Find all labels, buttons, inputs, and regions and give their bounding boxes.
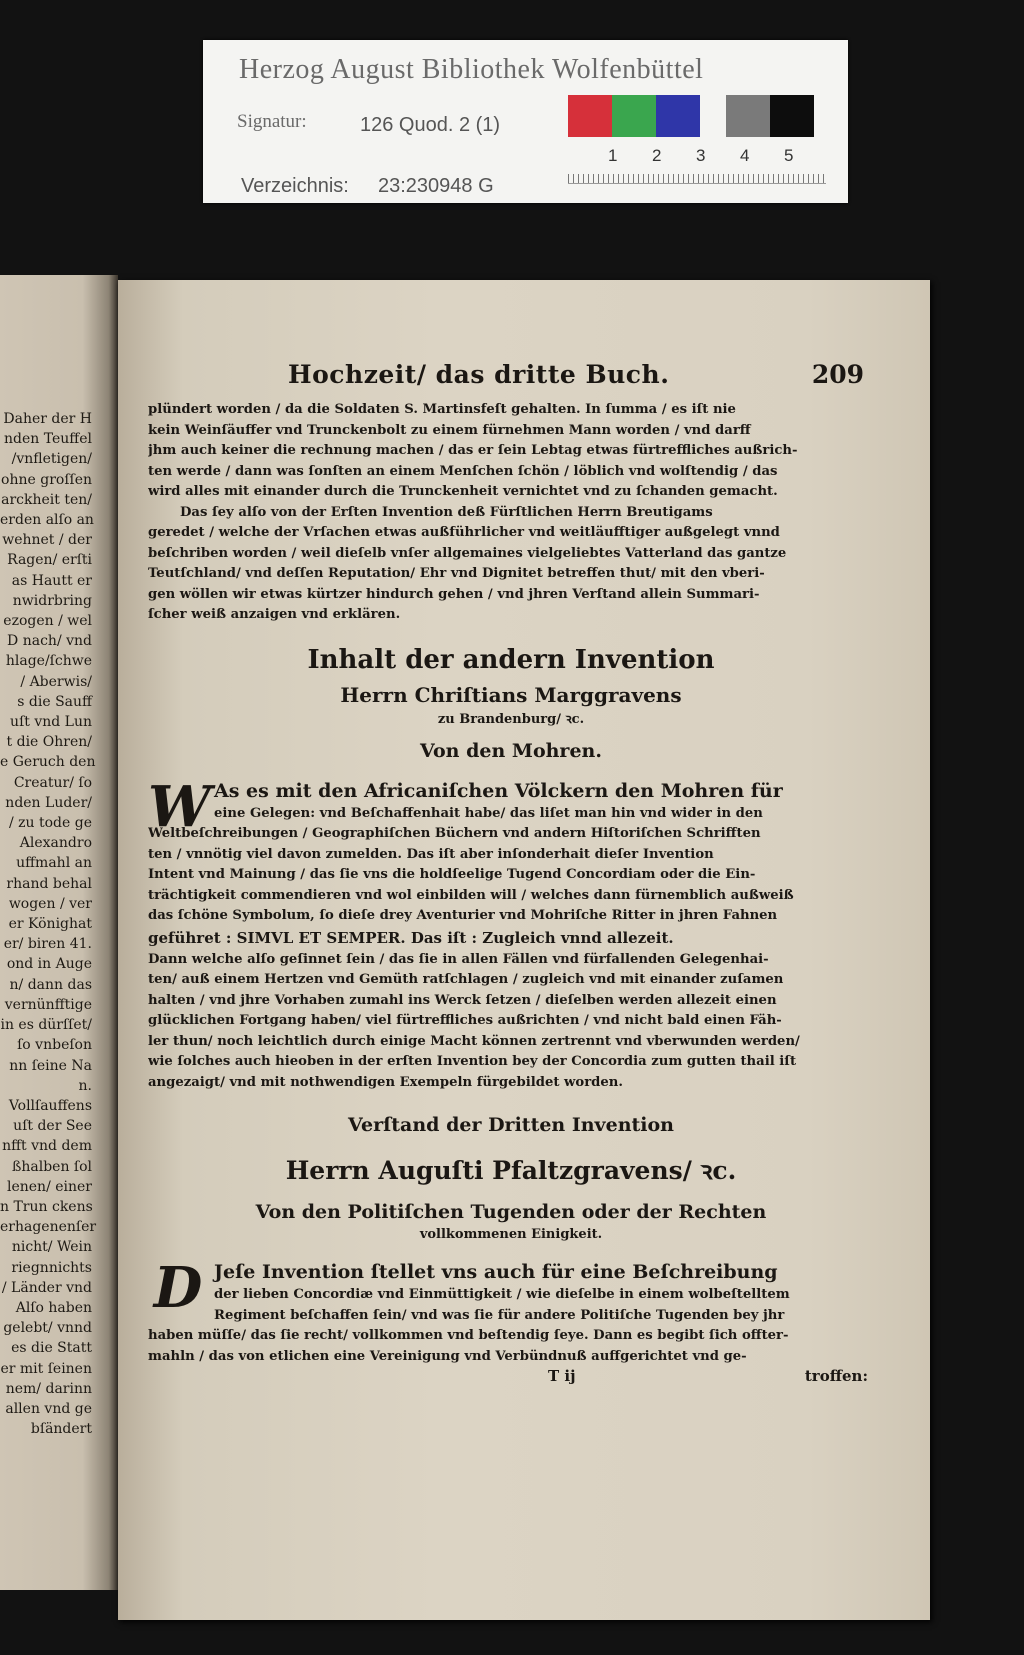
left-page-text xyxy=(0,409,118,1439)
text-line: ten werde / dann was ſonſten an einem Menſchen ſchön / löblich vnd wolſtendig / das xyxy=(148,463,778,479)
left-page-line: e Geruch den xyxy=(0,754,96,771)
left-page-line: arckheit ten/ xyxy=(1,491,92,508)
left-page-line: uffmahl an xyxy=(16,855,92,872)
text-line: haben müſſe/ das ſie recht/ vollkommen vnd beſtendig ſeye. Dann es begibt ſich offter- xyxy=(148,1328,789,1343)
left-page-line: Vollſauffens xyxy=(8,1097,92,1114)
left-page-line: Daher der H xyxy=(3,411,92,427)
text-line: ſcher weiß anzaigen vnd erklären. xyxy=(148,607,401,622)
left-page-line: erden alſo an xyxy=(0,512,94,529)
left-page-line: bſändert xyxy=(30,1421,92,1438)
text-line: plündert worden / da die Soldaten S. Martinsfeſt gehalten. In ſumma / es iſt nie xyxy=(148,402,736,417)
text-line: gen wöllen wir etwas kürtzer hindurch gehen / vnd jhren Verſtand allein Summari- xyxy=(148,586,760,602)
text-line: ten / vnnötig viel davon zumelden. Das iſt aber inſonderhait dieſer Invention xyxy=(148,846,714,862)
text-line: halten / vnd jhre Vorhaben zumahl ins Werck ſetzen / dieſelben werden allezeit einen xyxy=(148,992,777,1008)
section-topic-2-cont: vollkommenen Einigkeit. xyxy=(419,1227,603,1242)
paragraph-3 xyxy=(148,773,874,1094)
left-page-line: D nach/ vnd xyxy=(7,633,92,650)
first-line: Jeſe Invention ſtellet vns auch für eine Beſchreibung xyxy=(214,1261,778,1283)
swatch-green xyxy=(612,95,656,137)
left-page-line: Creatur/ ſo xyxy=(13,774,92,791)
left-page-line: nfft vnd dem xyxy=(2,1138,92,1155)
left-facing-page xyxy=(0,275,118,1590)
left-page-line: Alexandro xyxy=(19,835,92,852)
library-label xyxy=(203,40,848,203)
page-footer xyxy=(148,1367,874,1389)
left-page-line: nwidrbring xyxy=(12,592,92,609)
text-line: das ſchöne Symbolum, ſo dieſe drey Aventurier vnd Mohriſche Ritter in jhren Fahnen xyxy=(148,908,778,923)
paragraph-2 xyxy=(148,503,874,626)
left-page-line: / Aberwis/ xyxy=(20,673,92,690)
text-line: Weltbeſchreibungen / Geographiſchen Büchern vnd andern Hiſtoriſchen Schrifften xyxy=(148,826,761,841)
signatur-label: Signatur: xyxy=(237,111,307,132)
left-page-line: ßhalben ſol xyxy=(12,1158,92,1175)
left-page-line: Ragen/ erſti xyxy=(7,552,92,569)
color-calibration-swatches xyxy=(568,95,814,137)
text-line: Intent vnd Mainung / das ſie vns die holdſeelige Tugend Concordiam oder die Ein- xyxy=(148,867,756,882)
running-head-title: Hochzeit/ das dritte Buch. xyxy=(288,360,670,389)
text-line: geredet / welche der Vrſachen etwas außführlicher vnd weitläufftiger außgelegt vnnd xyxy=(148,525,780,540)
left-page-line: rhand behal xyxy=(6,875,92,892)
ruler-number: 2 xyxy=(652,146,662,165)
left-page-line: nden Teuffel xyxy=(4,431,92,448)
text-line: trächtigkeit commendieren vnd wol einbilden will / welches dann fürnemblich außweiß xyxy=(148,887,794,903)
ruler-number: 1 xyxy=(608,146,618,165)
signatur-value: 126 Quod. 2 (1) xyxy=(360,114,501,136)
left-page-line: er mit ſeinen xyxy=(0,1360,92,1377)
left-page-line: uſt der See xyxy=(13,1118,92,1135)
left-page-line: / zu tode ge xyxy=(8,815,92,832)
left-page-line: riegnnichts xyxy=(11,1259,92,1276)
verzeichnis-label: Verzeichnis: xyxy=(241,175,349,197)
left-page-line: ezogen / wel xyxy=(3,613,92,630)
drop-cap: W xyxy=(148,773,211,840)
text-line: ten/ auß einem Hertzen vnd Gemüth ratſchlagen / zugleich vnd mit einander zuſamen xyxy=(148,972,784,987)
ruler-number: 4 xyxy=(740,146,750,165)
left-page-line: wehnet / der xyxy=(2,532,92,549)
section-heading-2: Verſtand der Dritten Invention xyxy=(348,1114,674,1136)
library-name: Herzog August Bibliothek Wolfenbüttel xyxy=(239,54,704,85)
text-line: angezaigt/ vnd mit nothwendigen Exempeln fürgebildet worden. xyxy=(148,1074,623,1090)
section-subsubheading: zu Brandenburg/ ꝛc. xyxy=(437,711,585,727)
left-page-line: uſt vnd Lun xyxy=(10,714,92,731)
ruler-number: 3 xyxy=(696,146,706,165)
text-line: ler thun/ noch leichtlich durch einige Macht können zertrennt vnd vberwunden werden/ xyxy=(148,1033,800,1049)
section-subheading-2: Herrn Auguſti Pfaltzgravens/ ꝛc. xyxy=(285,1156,737,1185)
left-page-line: ond in Auge xyxy=(6,956,92,973)
text-line: kein Weinſäuffer vnd Trunckenbolt zu einem fürnehmen Mann worden / vnd darff xyxy=(148,422,751,438)
left-page-line: / Länder vnd xyxy=(1,1279,92,1296)
swatch-blue xyxy=(656,95,700,137)
first-line: As es mit den Africaniſchen Völckern den Mohren für xyxy=(214,779,783,802)
left-page-line: nden Luder/ xyxy=(5,794,92,811)
ruler-number: 5 xyxy=(784,146,794,165)
left-page-line: er/ biren 41. xyxy=(3,936,92,953)
text-line: geführet : SIMVL ET SEMPER. Das iſt : Zugleich vnnd allezeit. xyxy=(148,928,674,947)
left-page-line: nicht/ Wein xyxy=(11,1239,92,1256)
text-line: jhm auch keiner die rechnung machen / das er ſein Lebtag etwas fürtreffliches außrich- xyxy=(148,443,798,458)
verzeichnis-value: 23:230948 G xyxy=(378,175,494,197)
text-line: wird alles mit einander durch die Trunckenheit vernichtet vnd zu ſchanden gemacht. xyxy=(148,484,778,499)
drop-cap: D xyxy=(153,1255,203,1321)
text-line: Regiment beſchaffen ſein/ vnd was ſie für andere Politiſche Tugenden bey jhr xyxy=(214,1307,785,1323)
section-topic-2: Von den Politiſchen Tugenden oder der Rechten xyxy=(255,1201,767,1223)
left-page-line: s die Sauff xyxy=(17,693,92,710)
scale-ruler xyxy=(568,137,826,184)
left-page-line: n. xyxy=(78,1077,92,1094)
swatch-red xyxy=(568,95,612,137)
text-line: der lieben Concordiæ vnd Einmüttigkeit / wie dieſelbe in einem wolbeſtelltem xyxy=(214,1287,790,1302)
swatch-gray xyxy=(726,95,770,137)
section-subheading: Herrn Chriſtians Marggravens xyxy=(340,682,682,707)
text-line: mahln / das von etlichen eine Vereinigung vnd Verbündnuß auffgerichtet vnd ge- xyxy=(148,1348,747,1364)
left-page-line: as Hautt er xyxy=(11,572,92,589)
left-page-line: ohne groſſen xyxy=(1,471,92,488)
left-page-line: er Könighat xyxy=(8,916,92,933)
section-heading: Inhalt der andern Invention xyxy=(307,644,715,675)
left-page-line: in es dürſſet/ xyxy=(0,1017,92,1034)
left-page-line: hlage/ſchwe xyxy=(5,653,92,670)
section-topic: Von den Mohren. xyxy=(420,739,602,762)
page-number: 209 xyxy=(811,360,864,389)
text-line: Das ſey alſo von der Erſten Invention deß Fürſtlichen Herrn Breutigams xyxy=(180,504,713,520)
catchword: troffen: xyxy=(804,1367,868,1385)
left-page-line: n Trun ckens xyxy=(0,1198,93,1215)
left-page-line: erhagenenſer xyxy=(0,1219,97,1236)
paragraph-4 xyxy=(148,1255,874,1367)
paragraph-1 xyxy=(148,400,874,503)
text-line: Teutſchland/ vnd deſſen Reputation/ Ehr vnd Dignitet betreffen thut/ mit den vberi- xyxy=(148,566,765,581)
page-text-block xyxy=(148,360,874,1389)
text-line: Dann welche alſo geſinnet ſein / das ſie in allen Fällen vnd fürfallenden Gelegenhai- xyxy=(148,951,769,967)
left-page-line: ſo vnbeſon xyxy=(17,1037,92,1054)
swatch-black xyxy=(770,95,814,137)
text-line: wie ſolches auch hieoben in der erſten Invention bey der Concordia zum gutten thail iſt xyxy=(148,1054,797,1069)
left-page-line: lenen/ einer xyxy=(6,1178,92,1195)
running-head xyxy=(148,360,874,400)
left-page-line: wogen / ver xyxy=(8,895,92,912)
text-line: beſchriben worden / weil dieſelb vnſer allgemaines vielgeliebtes Vatterland das gantze xyxy=(148,545,787,561)
text-line: glücklichen Fortgang haben/ viel fürtreffliches außrichten / vnd nicht bald einen Fäh- xyxy=(148,1013,782,1028)
left-page-line: t die Ohren/ xyxy=(6,734,92,751)
left-page-line: nn ſeine Na xyxy=(9,1057,92,1074)
left-page-line: nem/ darinn xyxy=(5,1380,92,1397)
left-page-line: /vnfletigen/ xyxy=(11,451,92,468)
left-page-line: vernünfftige xyxy=(4,996,92,1013)
left-page-line: gelebt/ vnnd xyxy=(3,1320,92,1337)
left-page-line: Alſo haben xyxy=(15,1299,92,1316)
signature-mark: T ij xyxy=(548,1367,576,1385)
book-page xyxy=(118,280,930,1620)
left-page-line: n/ dann das xyxy=(9,976,92,993)
left-page-line: es die Statt xyxy=(11,1340,92,1357)
left-page-line: allen vnd ge xyxy=(5,1400,92,1417)
text-line: eine Gelegen: vnd Beſchaffenhait habe/ das liſet man hin vnd wider in den xyxy=(214,805,763,821)
